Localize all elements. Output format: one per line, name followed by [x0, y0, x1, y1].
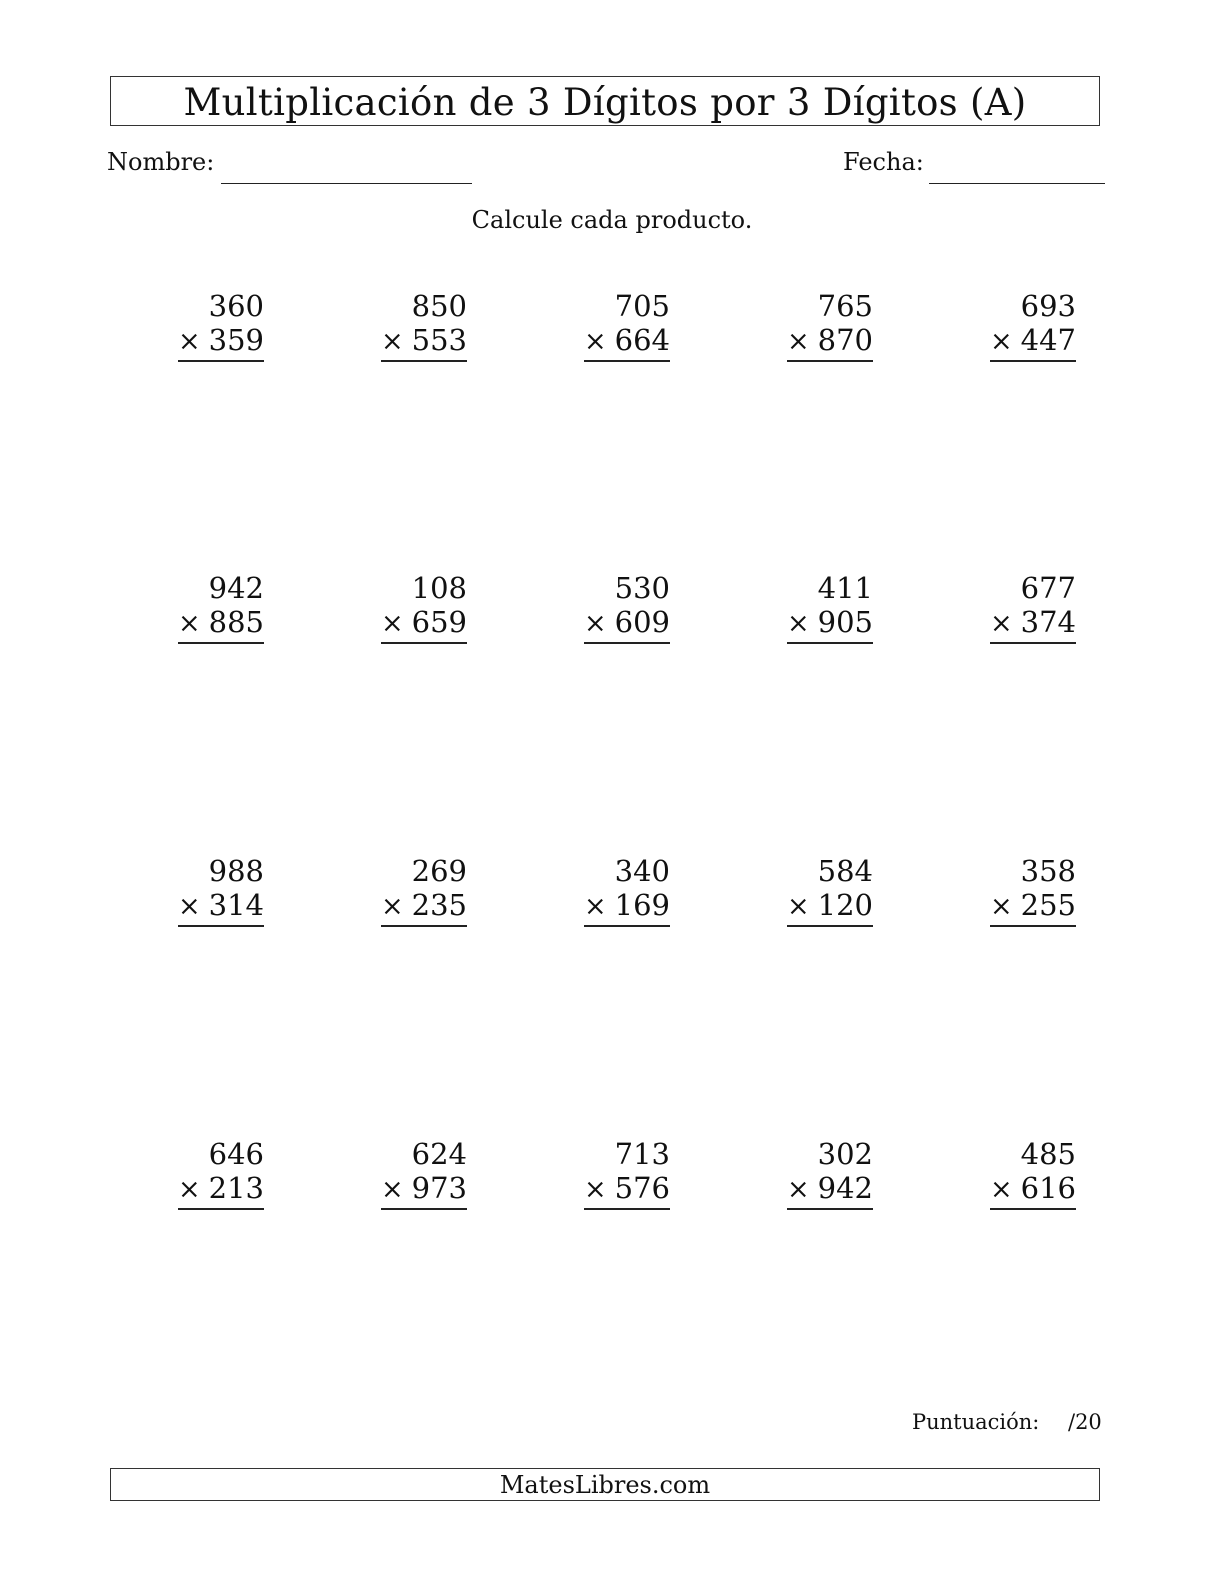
- answer-line: [990, 642, 1076, 644]
- multiplier-row: [357, 888, 467, 924]
- multiplier: 374: [1020, 605, 1076, 639]
- multiplicand: 624: [411, 1137, 467, 1171]
- multiplier-row: [560, 323, 670, 359]
- multiplier: 973: [411, 1171, 467, 1205]
- answer-line: [381, 360, 467, 362]
- multiplier-row: [763, 888, 873, 924]
- multiplier-row: [357, 323, 467, 359]
- multiplier-row: [154, 1171, 264, 1207]
- multiplicand: 942: [208, 571, 264, 605]
- multiplicand: 485: [1020, 1137, 1076, 1171]
- multiplier-row: [966, 1171, 1076, 1207]
- answer-line: [178, 360, 264, 362]
- multiplicand: 108: [411, 571, 467, 605]
- multiplier: 659: [411, 605, 467, 639]
- date-label: Fecha:: [843, 148, 924, 176]
- answer-line: [381, 642, 467, 644]
- multiplicand: 693: [1020, 289, 1076, 323]
- problem-10: [966, 571, 1076, 644]
- multiplier: 169: [614, 888, 670, 922]
- multiplier-row: [154, 605, 264, 641]
- multiplicand: 705: [614, 289, 670, 323]
- multiplier: 359: [208, 323, 264, 357]
- times-sign: ×: [178, 608, 201, 639]
- times-sign: ×: [990, 891, 1013, 922]
- times-sign: ×: [381, 326, 404, 357]
- times-sign: ×: [381, 891, 404, 922]
- multiplier: 609: [614, 605, 670, 639]
- problem-20: [966, 1137, 1076, 1210]
- problem-17: [357, 1137, 467, 1210]
- answer-line: [381, 1208, 467, 1210]
- multiplier: 120: [817, 888, 873, 922]
- multiplier: 213: [208, 1171, 264, 1205]
- multiplier-row: [966, 323, 1076, 359]
- problem-2: [357, 289, 467, 362]
- multiplicand: 850: [411, 289, 467, 323]
- problem-12: [357, 854, 467, 927]
- answer-line: [584, 642, 670, 644]
- answer-line: [787, 925, 873, 927]
- answer-line: [787, 360, 873, 362]
- problem-5: [966, 289, 1076, 362]
- multiplicand: 530: [614, 571, 670, 605]
- page-title: Multiplicación de 3 Dígitos por 3 Dígitos (A): [183, 80, 1027, 124]
- problem-19: [763, 1137, 873, 1210]
- multiplier-row: [560, 1171, 670, 1207]
- times-sign: ×: [584, 608, 607, 639]
- times-sign: ×: [787, 1174, 810, 1205]
- problem-1: [154, 289, 264, 362]
- answer-line: [178, 1208, 264, 1210]
- multiplier: 314: [208, 888, 264, 922]
- footer-site: MatesLibres.com: [499, 1470, 711, 1499]
- answer-line: [990, 925, 1076, 927]
- instructions: Calcule cada producto.: [471, 206, 753, 234]
- problem-15: [966, 854, 1076, 927]
- footer-box: [110, 1468, 1100, 1501]
- times-sign: ×: [990, 326, 1013, 357]
- multiplier-row: [154, 323, 264, 359]
- problem-7: [357, 571, 467, 644]
- multiplier: 664: [614, 323, 670, 357]
- problem-18: [560, 1137, 670, 1210]
- score-label: Puntuación:: [912, 1410, 1040, 1434]
- multiplicand: 646: [208, 1137, 264, 1171]
- answer-line: [990, 1208, 1076, 1210]
- times-sign: ×: [787, 608, 810, 639]
- times-sign: ×: [178, 891, 201, 922]
- multiplicand: 584: [817, 854, 873, 888]
- multiplier-row: [763, 323, 873, 359]
- multiplicand: 765: [817, 289, 873, 323]
- score-total: /20: [1068, 1410, 1102, 1434]
- times-sign: ×: [381, 1174, 404, 1205]
- multiplier-row: [560, 888, 670, 924]
- multiplier: 870: [817, 323, 873, 357]
- multiplicand: 269: [411, 854, 467, 888]
- problem-3: [560, 289, 670, 362]
- multiplier-row: [763, 605, 873, 641]
- multiplier: 576: [614, 1171, 670, 1205]
- multiplicand: 411: [817, 571, 873, 605]
- problem-16: [154, 1137, 264, 1210]
- answer-line: [584, 925, 670, 927]
- answer-line: [381, 925, 467, 927]
- multiplier-row: [966, 605, 1076, 641]
- answer-line: [990, 360, 1076, 362]
- times-sign: ×: [178, 326, 201, 357]
- multiplier: 255: [1020, 888, 1076, 922]
- answer-line: [787, 642, 873, 644]
- problem-11: [154, 854, 264, 927]
- answer-line: [178, 642, 264, 644]
- multiplier: 235: [411, 888, 467, 922]
- multiplicand: 340: [614, 854, 670, 888]
- multiplier: 885: [208, 605, 264, 639]
- multiplier: 942: [817, 1171, 873, 1205]
- times-sign: ×: [787, 891, 810, 922]
- problem-8: [560, 571, 670, 644]
- problem-14: [763, 854, 873, 927]
- multiplier-row: [763, 1171, 873, 1207]
- problem-9: [763, 571, 873, 644]
- times-sign: ×: [990, 1174, 1013, 1205]
- multiplicand: 988: [208, 854, 264, 888]
- answer-line: [584, 1208, 670, 1210]
- name-label: Nombre:: [107, 148, 215, 176]
- times-sign: ×: [584, 326, 607, 357]
- multiplier: 447: [1020, 323, 1076, 357]
- answer-line: [584, 360, 670, 362]
- multiplicand: 360: [208, 289, 264, 323]
- times-sign: ×: [584, 1174, 607, 1205]
- multiplier: 553: [411, 323, 467, 357]
- problem-13: [560, 854, 670, 927]
- multiplier-row: [154, 888, 264, 924]
- times-sign: ×: [381, 608, 404, 639]
- answer-line: [787, 1208, 873, 1210]
- multiplicand: 677: [1020, 571, 1076, 605]
- multiplicand: 713: [614, 1137, 670, 1171]
- multiplier-row: [560, 605, 670, 641]
- times-sign: ×: [584, 891, 607, 922]
- times-sign: ×: [990, 608, 1013, 639]
- multiplicand: 358: [1020, 854, 1076, 888]
- times-sign: ×: [178, 1174, 201, 1205]
- problem-6: [154, 571, 264, 644]
- times-sign: ×: [787, 326, 810, 357]
- multiplier-row: [966, 888, 1076, 924]
- multiplicand: 302: [817, 1137, 873, 1171]
- multiplier: 905: [817, 605, 873, 639]
- multiplier: 616: [1020, 1171, 1076, 1205]
- multiplier-row: [357, 605, 467, 641]
- answer-line: [178, 925, 264, 927]
- multiplier-row: [357, 1171, 467, 1207]
- problem-4: [763, 289, 873, 362]
